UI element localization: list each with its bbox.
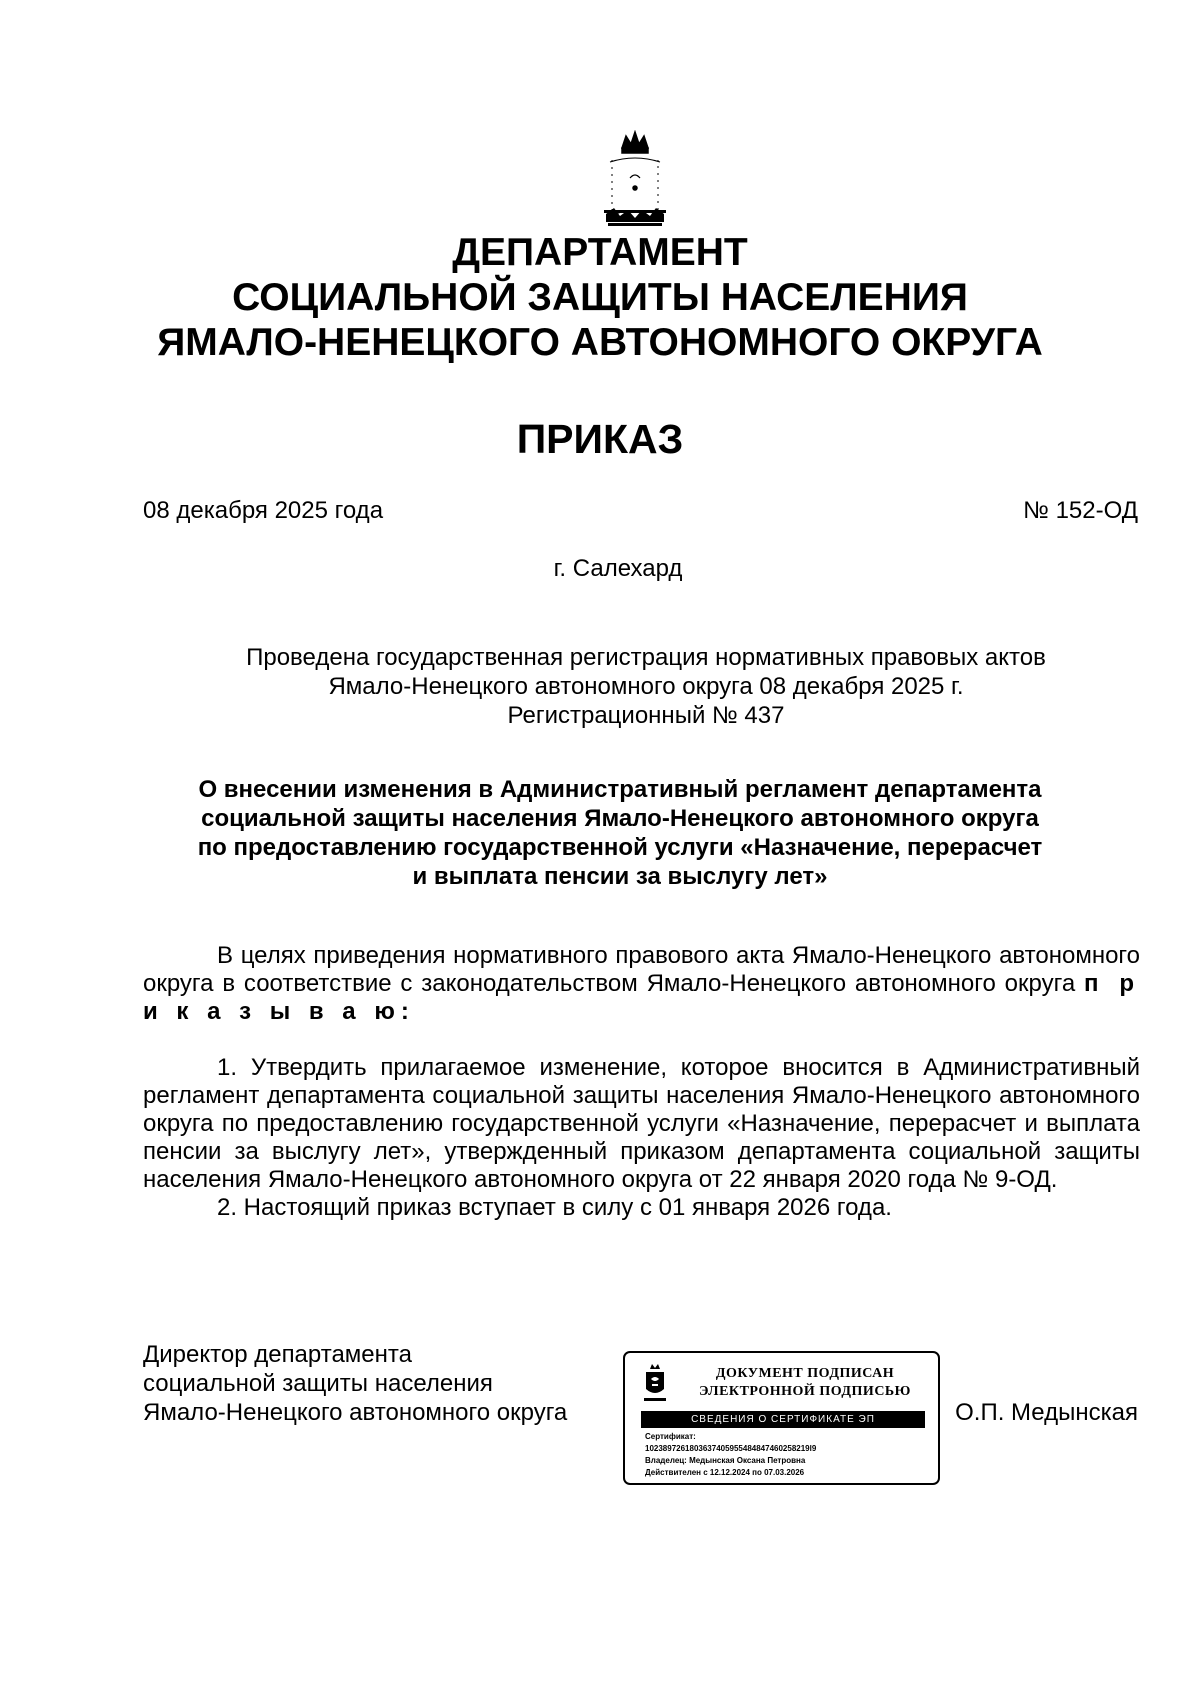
signer-position (143, 1340, 567, 1427)
org-line-1: ДЕПАРТАМЕНТ (452, 231, 748, 274)
registration-note (196, 643, 1096, 730)
order-body (143, 942, 1140, 1222)
org-line-2: СОЦИАЛЬНОЙ ЗАЩИТЫ НАСЕЛЕНИЯ (232, 276, 968, 319)
signer-position-line-3: Ямало-Ненецкого автономного округа (143, 1399, 568, 1426)
order-city: г. Салехард (553, 555, 683, 582)
order-item-1: 1. Утвердить прилагаемое изменение, которое вносится в Административный регламент департамента социальной защиты населения Ямало-Ненецкого автономного округа по предоставлению государственной услуги «Назначение, перерасчет и выплата пенсии за выслугу лет», утвержденный приказом департамента социальной защиты населения Ямало-Ненецкого автономного округа от 22 января 2020 года № 9-ОД. (143, 1054, 1140, 1193)
certificate-number: 1023897261803637405955484847460258219l9 (645, 1444, 817, 1453)
electronic-signature-stamp (623, 1351, 940, 1485)
subject-line-3: по предоставлению государственной услуги «Назначение, перерасчет (197, 834, 1043, 861)
stamp-certificate-bar: СВЕДЕНИЯ О СЕРТИФИКАТЕ ЭП (641, 1411, 925, 1428)
signer-name: О.П. Медынская (955, 1399, 1138, 1426)
subject-line-2: социальной защиты населения Ямало-Ненецкого автономного округа (201, 805, 1039, 832)
stamp-title (675, 1365, 935, 1401)
order-date: 08 декабря 2025 года (143, 497, 384, 524)
organization-name (0, 230, 1200, 365)
subject-line-1: О внесении изменения в Административный регламент департамента (198, 776, 1042, 803)
registration-line-3: Регистрационный № 437 (507, 702, 785, 729)
registration-line-2: Ямало-Ненецкого автономного округа 08 декабря 2025 г. (328, 673, 964, 700)
stamp-title-line-2: ЭЛЕКТРОННОЙ ПОДПИСЬЮ (699, 1384, 911, 1399)
registration-line-1: Проведена государственная регистрация нормативных правовых актов (246, 644, 1046, 671)
stamp-certificate-details (645, 1431, 935, 1479)
intro-paragraph (143, 942, 1140, 1026)
stamp-title-line-1: ДОКУМЕНТ ПОДПИСАН (715, 1366, 895, 1381)
order-verb: п р и к а з ы в а ю: (143, 970, 1141, 1025)
subject-line-4: и выплата пенсии за выслугу лет» (412, 863, 828, 890)
intro-text: В целях приведения нормативного правового акта Ямало-Ненецкого автономного округа в соответствие с законодательством Ямало-Ненецкого автономного округа (143, 942, 1140, 997)
signer-position-line-2: социальной защиты населения (143, 1370, 493, 1397)
order-number: № 152-ОД (1023, 497, 1138, 524)
certificate-owner: Владелец: Медынская Оксана Петровна (645, 1456, 806, 1465)
certificate-validity: Действителен с 12.12.2024 по 07.03.2026 (645, 1468, 805, 1477)
order-item-2: 2. Настоящий приказ вступает в силу с 01 января 2026 года. (217, 1194, 892, 1221)
signer-position-line-1: Директор департамента (143, 1341, 412, 1368)
stamp-emblem-icon (641, 1363, 669, 1403)
document-type: ПРИКАЗ (516, 416, 684, 462)
org-line-3: ЯМАЛО-НЕНЕЦКОГО АВТОНОМНОГО ОКРУГА (157, 321, 1043, 364)
coat-of-arms-emblem (600, 130, 670, 230)
certificate-label: Сертификат: (645, 1432, 696, 1441)
order-subject (120, 775, 1120, 891)
